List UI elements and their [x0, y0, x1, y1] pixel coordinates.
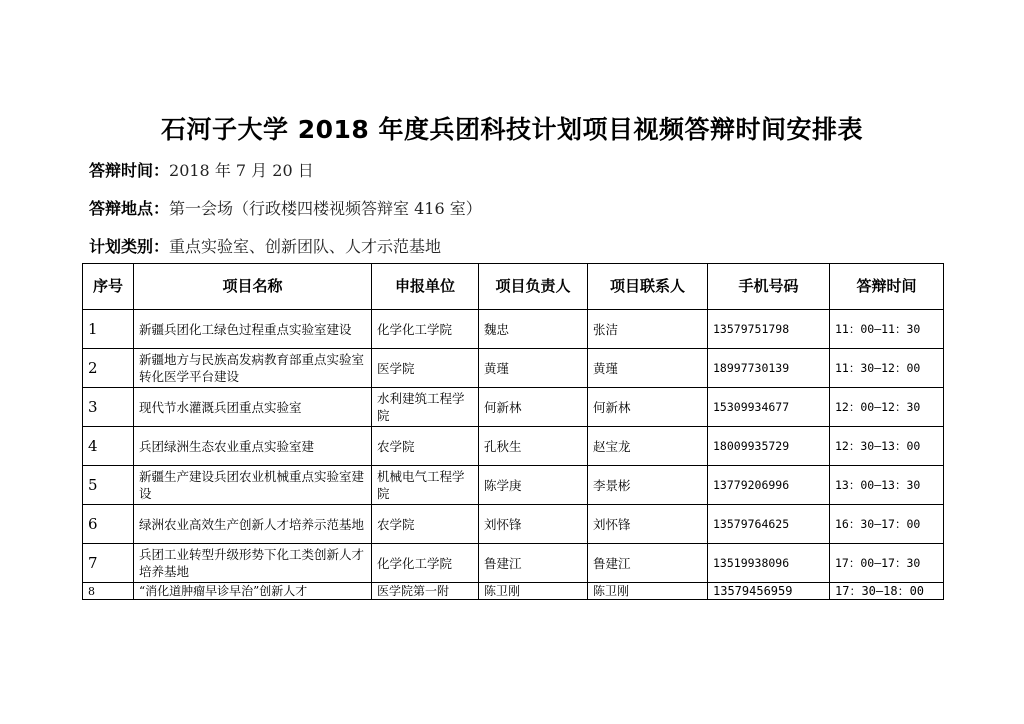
cell-seq: 7	[83, 544, 134, 583]
cell-project-name: 绿洲农业高效生产创新人才培养示范基地	[134, 505, 372, 544]
cell-project-leader: 黄瑾	[479, 349, 588, 388]
cell-applicant-unit: 化学化工学院	[372, 310, 479, 349]
cell-phone: 13519938096	[708, 544, 830, 583]
cell-phone: 13579456959	[708, 583, 830, 600]
plan-category-label: 计划类别：	[89, 237, 170, 256]
cell-seq: 8	[83, 583, 134, 600]
header-project-leader: 项目负责人	[479, 264, 588, 310]
cell-seq: 3	[83, 388, 134, 427]
cell-defense-time: 17：00–17：30	[830, 544, 944, 583]
header-project-contact: 项目联系人	[588, 264, 708, 310]
cell-seq: 2	[83, 349, 134, 388]
header-project-name: 项目名称	[134, 264, 372, 310]
cell-applicant-unit: 农学院	[372, 427, 479, 466]
table-row	[83, 388, 944, 427]
cell-phone: 15309934677	[708, 388, 830, 427]
table-row	[83, 466, 944, 505]
page-title: 石河子大学 2018 年度兵团科技计划项目视频答辩时间安排表	[161, 115, 863, 144]
cell-project-contact: 何新林	[588, 388, 708, 427]
cell-project-leader: 魏忠	[479, 310, 588, 349]
defense-time-value: 2018 年 7 月 20 日	[169, 161, 314, 180]
cell-defense-time: 12：00–12：30	[830, 388, 944, 427]
cell-project-leader: 陈学庚	[479, 466, 588, 505]
header-applicant-unit: 申报单位	[372, 264, 479, 310]
header-defense-time: 答辩时间	[830, 264, 944, 310]
cell-applicant-unit: 水利建筑工程学院	[372, 388, 479, 427]
defense-time-label: 答辩时间：	[89, 161, 170, 180]
table-row	[83, 310, 944, 349]
cell-applicant-unit: 医学院	[372, 349, 479, 388]
cell-defense-time: 17：30–18：00	[830, 583, 944, 600]
plan-category-line	[89, 234, 441, 257]
cell-project-name: 新疆地方与民族高发病教育部重点实验室转化医学平台建设	[134, 349, 372, 388]
cell-project-contact: 李景彬	[588, 466, 708, 505]
cell-project-name: 现代节水灌溉兵团重点实验室	[134, 388, 372, 427]
header-seq: 序号	[83, 264, 134, 310]
cell-project-leader: 刘怀锋	[479, 505, 588, 544]
cell-project-contact: 刘怀锋	[588, 505, 708, 544]
cell-project-name: 新疆生产建设兵团农业机械重点实验室建设	[134, 466, 372, 505]
defense-place-value: 第一会场（行政楼四楼视频答辩室 416 室）	[169, 199, 482, 218]
cell-defense-time: 13：00–13：30	[830, 466, 944, 505]
header-phone: 手机号码	[708, 264, 830, 310]
cell-phone: 13779206996	[708, 466, 830, 505]
cell-project-name: 新疆兵团化工绿色过程重点实验室建设	[134, 310, 372, 349]
cell-phone: 18009935729	[708, 427, 830, 466]
cell-project-contact: 张洁	[588, 310, 708, 349]
cell-defense-time: 16：30–17：00	[830, 505, 944, 544]
cell-project-contact: 鲁建江	[588, 544, 708, 583]
cell-phone: 13579764625	[708, 505, 830, 544]
cell-applicant-unit: 农学院	[372, 505, 479, 544]
schedule-table	[82, 263, 944, 600]
cell-defense-time: 11：30–12：00	[830, 349, 944, 388]
cell-applicant-unit: 医学院第一附	[372, 583, 479, 600]
defense-time-line	[89, 158, 314, 181]
cell-project-leader: 何新林	[479, 388, 588, 427]
cell-project-name: 兵团绿洲生态农业重点实验室建	[134, 427, 372, 466]
table-row	[83, 544, 944, 583]
cell-seq: 5	[83, 466, 134, 505]
cell-project-contact: 黄瑾	[588, 349, 708, 388]
cell-defense-time: 11：00–11：30	[830, 310, 944, 349]
cell-project-leader: 鲁建江	[479, 544, 588, 583]
cell-project-name: “消化道肿瘤早诊早治”创新人才	[134, 583, 372, 600]
cell-seq: 1	[83, 310, 134, 349]
defense-place-label: 答辩地点：	[89, 199, 170, 218]
cell-phone: 13579751798	[708, 310, 830, 349]
table-row	[83, 427, 944, 466]
cell-defense-time: 12：30–13：00	[830, 427, 944, 466]
table-row	[83, 349, 944, 388]
cell-applicant-unit: 化学化工学院	[372, 544, 479, 583]
table-header-row	[83, 264, 944, 310]
cell-seq: 6	[83, 505, 134, 544]
defense-place-line	[89, 196, 482, 219]
table-row	[83, 505, 944, 544]
plan-category-value: 重点实验室、创新团队、人才示范基地	[169, 237, 442, 256]
cell-project-contact: 陈卫刚	[588, 583, 708, 600]
cell-project-name: 兵团工业转型升级形势下化工类创新人才培养基地	[134, 544, 372, 583]
table-row	[83, 583, 944, 600]
cell-seq: 4	[83, 427, 134, 466]
cell-applicant-unit: 机械电气工程学院	[372, 466, 479, 505]
cell-phone: 18997730139	[708, 349, 830, 388]
cell-project-leader: 孔秋生	[479, 427, 588, 466]
cell-project-leader: 陈卫刚	[479, 583, 588, 600]
cell-project-contact: 赵宝龙	[588, 427, 708, 466]
